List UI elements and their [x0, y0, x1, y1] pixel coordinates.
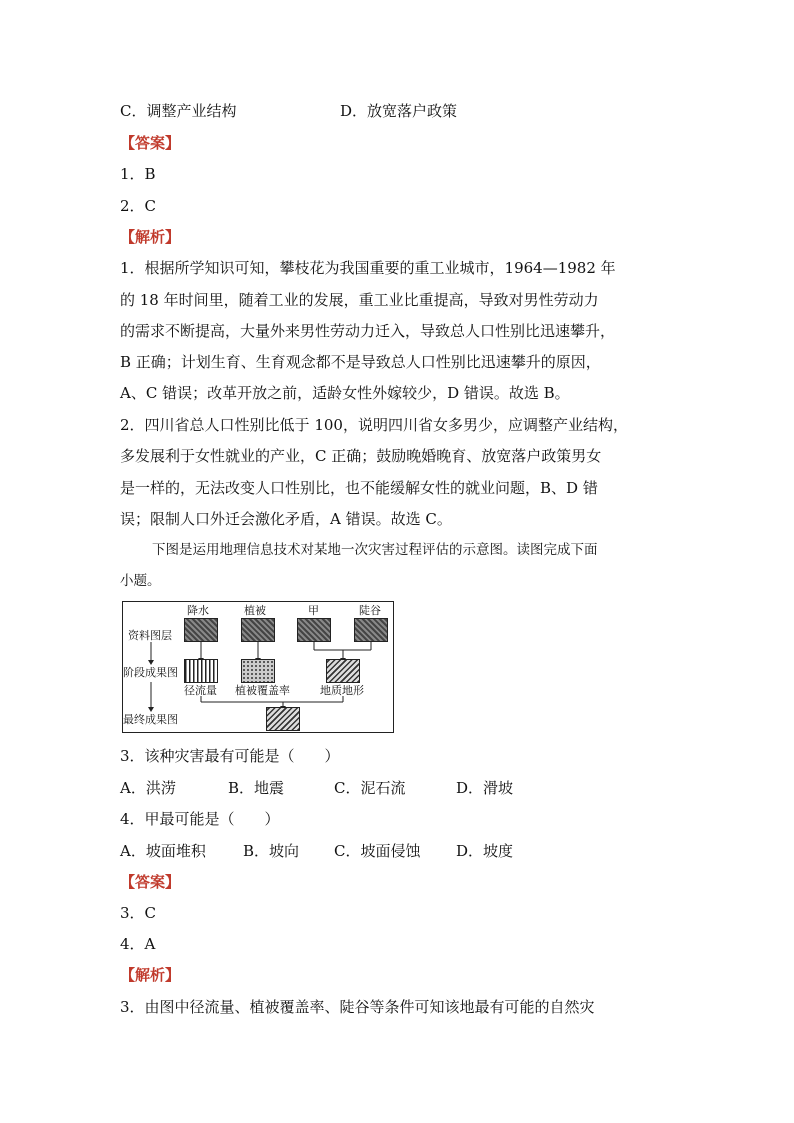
analysis-heading: 【解析】 — [120, 966, 181, 984]
analysis-line: 的需求不断提高，大量外来男性劳动力迁入，导致总人口性别比迅速攀升， — [120, 322, 616, 340]
stage-box-geology-terrain — [326, 659, 360, 683]
intro-line: 下图是运用地理信息技术对某地一次灾害过程评估的示意图。读图完成下面 — [152, 542, 598, 558]
question-4-option-d: D．坡度 — [456, 842, 514, 860]
stage-box-vegetation-cover — [241, 659, 275, 683]
layer-box-jia — [297, 618, 331, 642]
question-4-option-c: C．坡面侵蚀 — [334, 842, 421, 860]
analysis-line: B 正确；计划生育、生育观念都不是导致总人口性别比迅速攀升的原因， — [120, 353, 601, 371]
analysis-heading: 【解析】 — [120, 228, 181, 246]
analysis-line: 是一样的，无法改变人口性别比，也不能缓解女性的就业问题，B、D 错 — [120, 479, 598, 497]
layer-box-vegetation — [241, 618, 275, 642]
analysis-line: 误；限制人口外迁会激化矛盾，A 错误。故选 C。 — [120, 510, 452, 528]
answer-item: 4．A — [120, 935, 156, 953]
question-4-stem: 4．甲最可能是（ ） — [120, 810, 280, 828]
answer-item: 3．C — [120, 904, 157, 922]
stage-box-runoff — [184, 659, 218, 683]
question-3-option-a: A．洪涝 — [120, 779, 176, 797]
layer-box-steep-valley — [354, 618, 388, 642]
analysis-line: 2．四川省总人口性别比低于 100，说明四川省女多男少，应调整产业结构， — [120, 416, 628, 434]
layer-label-steep-valley: 陡谷 — [359, 604, 381, 617]
stage-label-geology-terrain: 地质地形 — [320, 684, 364, 697]
answer-heading: 【答案】 — [120, 134, 181, 152]
question-4-option-b: B．坡向 — [243, 842, 300, 860]
row-label-stage-maps: 阶段成果图 — [123, 666, 178, 679]
layer-label-precip: 降水 — [187, 604, 209, 617]
analysis-line: 多发展利于女性就业的产业，C 正确；鼓励晚婚晚育、放宽落户政策男女 — [120, 447, 602, 465]
gis-disaster-diagram — [122, 601, 394, 733]
option-d-prev: D．放宽落户政策 — [340, 102, 458, 120]
final-map-box — [266, 707, 300, 731]
row-label-data-layers: 资料图层 — [128, 629, 172, 642]
answer-heading: 【答案】 — [120, 873, 181, 891]
stage-label-vegetation-cover: 植被覆盖率 — [235, 684, 290, 697]
question-3-option-d: D．滑坡 — [456, 779, 514, 797]
question-3-stem: 3．该种灾害最有可能是（ ） — [120, 747, 340, 765]
analysis-line: 的 18 年时间里，随着工业的发展，重工业比重提高，导致对男性劳动力 — [120, 291, 599, 309]
intro-line: 小题。 — [120, 573, 161, 589]
question-3-option-b: B．地震 — [228, 779, 285, 797]
analysis-line: 3．由图中径流量、植被覆盖率、陡谷等条件可知该地最有可能的自然灾 — [120, 998, 595, 1016]
layer-box-precip — [184, 618, 218, 642]
answer-item: 1．B — [120, 165, 156, 183]
option-c-prev: C．调整产业结构 — [120, 102, 237, 120]
layer-label-jia: 甲 — [308, 604, 319, 617]
question-4-option-a: A．坡面堆积 — [120, 842, 206, 860]
stage-label-runoff: 径流量 — [184, 684, 217, 697]
analysis-line: 1．根据所学知识可知，攀枝花为我国重要的重工业城市，1964—1982 年 — [120, 259, 616, 277]
row-label-final-map: 最终成果图 — [123, 713, 178, 726]
question-3-option-c: C．泥石流 — [334, 779, 406, 797]
analysis-line: A、C 错误；改革开放之前，适龄女性外嫁较少，D 错误。故选 B。 — [120, 384, 570, 402]
layer-label-vegetation: 植被 — [244, 604, 266, 617]
answer-item: 2．C — [120, 197, 157, 215]
